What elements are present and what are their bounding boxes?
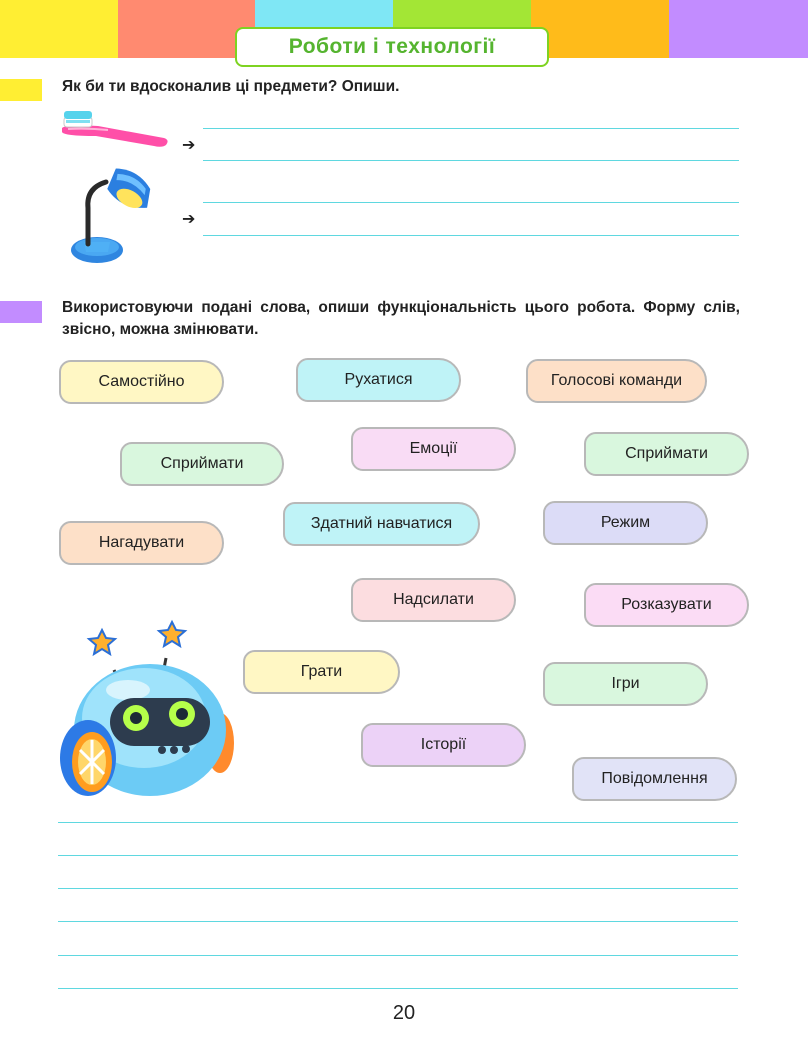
word-chip: Повідомлення [572,757,737,801]
word-chip: Рухатися [296,358,461,402]
task1-prompt: Як би ти вдосконалив ці предмети? Опиши. [62,78,400,95]
header-band-1 [0,0,118,58]
answer-line[interactable] [58,955,738,956]
answer-line[interactable] [58,988,738,989]
arrow-icon: ➔ [182,211,196,228]
answer-line[interactable] [58,855,738,856]
word-chip: Голосові команди [526,359,707,403]
word-chip: Нагадувати [59,521,224,565]
answer-line[interactable] [203,128,739,129]
page-number: 20 [392,1002,416,1024]
word-chip: Надсилати [351,578,516,622]
word-chip: Здатний навчатися [283,502,480,546]
word-chip: Емоції [351,427,516,471]
answer-line[interactable] [203,202,739,203]
word-chip: Режим [543,501,708,545]
answer-line[interactable] [203,160,739,161]
word-chip: Самостійно [59,360,224,404]
desk-lamp-icon [70,162,160,270]
task2-prompt: Використовуючи подані слова, опиши функціональність цього робота. Форму слів, звісно, можна змінювати. [62,299,740,338]
header-band-6 [669,0,808,58]
task1-marker [0,79,42,101]
word-chip: Розказувати [584,583,749,627]
page-title: Роботи і технології [235,27,549,67]
answer-line[interactable] [58,822,738,823]
word-chip: Історії [361,723,526,767]
word-chip: Ігри [543,662,708,706]
task2-marker [0,301,42,323]
header-band-5 [531,0,669,58]
answer-line[interactable] [58,921,738,922]
robot-illustration [58,618,243,803]
toothbrush-icon [58,108,173,153]
word-chip: Сприймати [120,442,284,486]
answer-line[interactable] [203,235,739,236]
word-chip: Сприймати [584,432,749,476]
arrow-icon: ➔ [182,137,196,154]
word-chip: Грати [243,650,400,694]
answer-line[interactable] [58,888,738,889]
